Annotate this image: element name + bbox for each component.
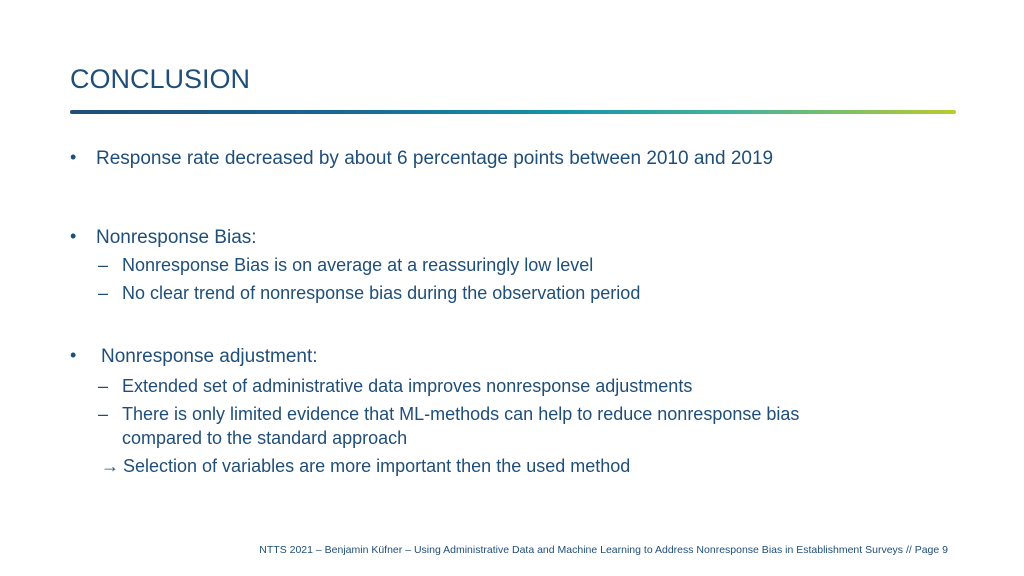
sub-bullet-text: No clear trend of nonresponse bias during the observation period xyxy=(122,283,641,303)
sub-bullet-text: Nonresponse Bias is on average at a reassuringly low level xyxy=(122,255,594,275)
sub-bullet-text: There is only limited evidence that ML-methods can help to reduce nonresponse bias xyxy=(122,404,800,424)
bullet-icon: • xyxy=(70,345,77,365)
title-divider xyxy=(70,110,956,114)
arrow-note-text: Selection of variables are more important then the used method xyxy=(123,456,631,476)
dash-icon: – xyxy=(98,376,109,396)
footer: NTTS 2021 – Benjamin Küfner – Using Administrative Data and Machine Learning to Address Nonresponse Bias in Establishment Surveys // Page 9 xyxy=(259,544,948,556)
dash-icon: – xyxy=(98,255,109,275)
sub-bullet-continuation: compared to the standard approach xyxy=(122,428,408,448)
bullet-icon: • xyxy=(70,147,77,167)
bullet-text: Nonresponse adjustment: xyxy=(101,346,318,367)
bullet-text: Nonresponse Bias: xyxy=(96,227,257,248)
right-arrow-icon: → xyxy=(101,456,119,476)
bullet-text: Response rate decreased by about 6 percentage points between 2010 and 2019 xyxy=(96,148,774,169)
dash-icon: – xyxy=(98,404,109,424)
dash-icon: – xyxy=(98,283,109,303)
sub-bullet-text: Extended set of administrative data improves nonresponse adjustments xyxy=(122,376,693,396)
bullet-icon: • xyxy=(70,226,77,246)
slide-title: CONCLUSION xyxy=(70,64,251,94)
